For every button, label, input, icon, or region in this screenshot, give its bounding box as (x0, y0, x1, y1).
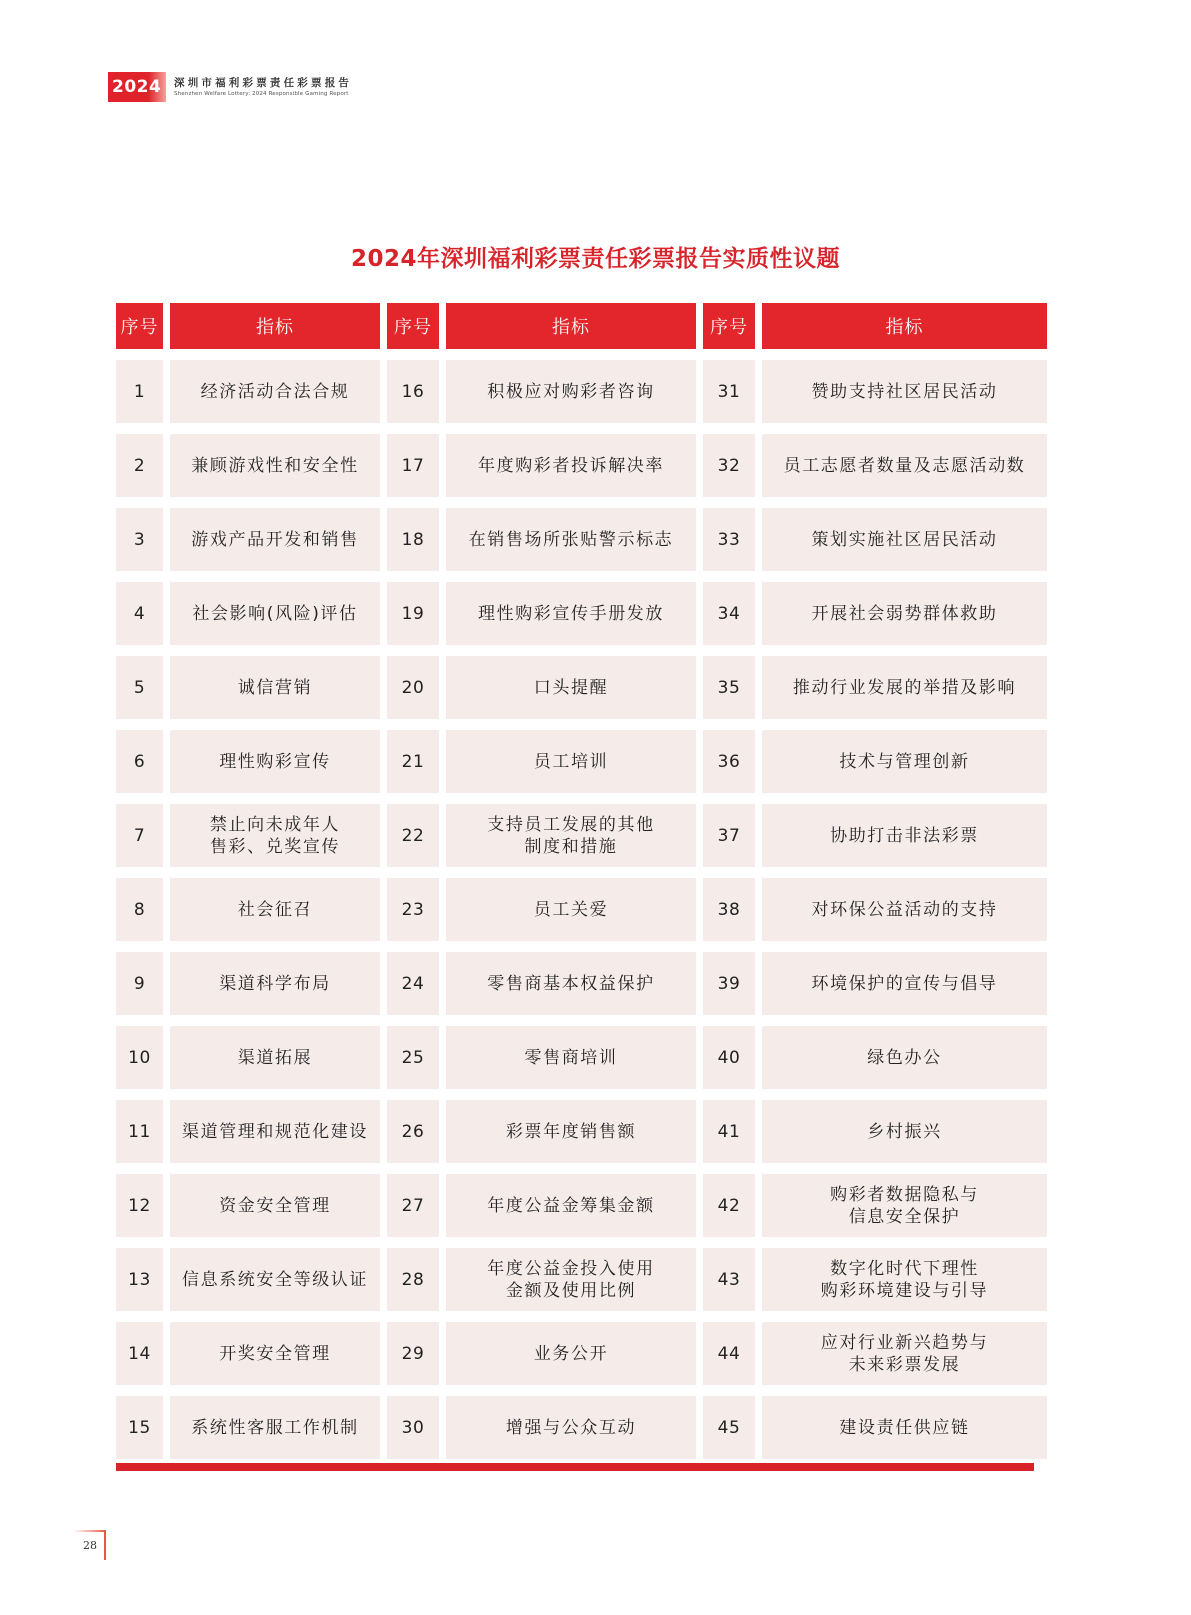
table-cell-number: 39 (703, 952, 755, 1015)
header-cell-no-3: 序号 (703, 303, 755, 349)
table-cell-indicator: 年度公益金投入使用 金额及使用比例 (446, 1248, 696, 1311)
table-cell-number: 20 (387, 656, 439, 719)
table-cell-number: 42 (703, 1174, 755, 1237)
table-row (116, 1026, 1034, 1089)
table-cell-number: 19 (387, 582, 439, 645)
table-cell-indicator: 信息系统安全等级认证 (170, 1248, 380, 1311)
table-cell-indicator: 支持员工发展的其他 制度和措施 (446, 804, 696, 867)
header-title-en: Shenzhen Welfare Lottery: 2024 Responsible Gaming Report (174, 90, 349, 97)
header-cell-indicator-1: 指标 (170, 303, 380, 349)
table-cell-indicator: 环境保护的宣传与倡导 (762, 952, 1047, 1015)
table-cell-indicator: 策划实施社区居民活动 (762, 508, 1047, 571)
table-cell-indicator: 乡村振兴 (762, 1100, 1047, 1163)
table-row (116, 1174, 1034, 1237)
table-cell-number: 21 (387, 730, 439, 793)
table-row (116, 1322, 1034, 1385)
table-cell-number: 1 (116, 360, 163, 423)
table-row (116, 582, 1034, 645)
header-title-zh: 深圳市福利彩票责任彩票报告 (174, 76, 353, 89)
table-cell-indicator: 业务公开 (446, 1322, 696, 1385)
table-bottom-bar (116, 1463, 1034, 1471)
table-cell-indicator: 积极应对购彩者咨询 (446, 360, 696, 423)
header-cell-indicator-2: 指标 (446, 303, 696, 349)
table-cell-number: 23 (387, 878, 439, 941)
table-cell-number: 40 (703, 1026, 755, 1089)
table-row (116, 952, 1034, 1015)
table-cell-number: 45 (703, 1396, 755, 1459)
table-cell-indicator: 口头提醒 (446, 656, 696, 719)
table-cell-indicator: 禁止向未成年人 售彩、兑奖宣传 (170, 804, 380, 867)
table-row (116, 1100, 1034, 1163)
table-cell-number: 44 (703, 1322, 755, 1385)
table-cell-number: 15 (116, 1396, 163, 1459)
table-cell-number: 34 (703, 582, 755, 645)
table-cell-indicator: 理性购彩宣传 (170, 730, 380, 793)
table-cell-number: 37 (703, 804, 755, 867)
table-cell-indicator: 开展社会弱势群体救助 (762, 582, 1047, 645)
table-cell-number: 11 (116, 1100, 163, 1163)
table-cell-number: 8 (116, 878, 163, 941)
table-cell-indicator: 增强与公众互动 (446, 1396, 696, 1459)
table-cell-number: 18 (387, 508, 439, 571)
table-cell-number: 27 (387, 1174, 439, 1237)
table-cell-indicator: 对环保公益活动的支持 (762, 878, 1047, 941)
table-cell-number: 41 (703, 1100, 755, 1163)
table-cell-number: 13 (116, 1248, 163, 1311)
table-body (116, 360, 1034, 1459)
table-cell-number: 31 (703, 360, 755, 423)
table-row (116, 1396, 1034, 1459)
table-cell-indicator: 渠道拓展 (170, 1026, 380, 1089)
table-row (116, 878, 1034, 941)
table-cell-indicator: 推动行业发展的举措及影响 (762, 656, 1047, 719)
table-cell-number: 6 (116, 730, 163, 793)
table-cell-number: 43 (703, 1248, 755, 1311)
table-cell-indicator: 诚信营销 (170, 656, 380, 719)
table-cell-indicator: 应对行业新兴趋势与 未来彩票发展 (762, 1322, 1047, 1385)
table-row (116, 804, 1034, 867)
table-cell-number: 25 (387, 1026, 439, 1089)
table-cell-indicator: 年度购彩者投诉解决率 (446, 434, 696, 497)
table-header-row (116, 303, 1034, 349)
table-cell-indicator: 员工志愿者数量及志愿活动数 (762, 434, 1047, 497)
table-cell-indicator: 彩票年度销售额 (446, 1100, 696, 1163)
table-row (116, 730, 1034, 793)
table-cell-indicator: 员工培训 (446, 730, 696, 793)
table-cell-indicator: 零售商培训 (446, 1026, 696, 1089)
table-cell-indicator: 员工关爱 (446, 878, 696, 941)
table-cell-number: 5 (116, 656, 163, 719)
table-row (116, 1248, 1034, 1311)
table-cell-number: 35 (703, 656, 755, 719)
table-cell-number: 30 (387, 1396, 439, 1459)
table-cell-number: 7 (116, 804, 163, 867)
table-cell-indicator: 绿色办公 (762, 1026, 1047, 1089)
table-cell-indicator: 社会征召 (170, 878, 380, 941)
table-cell-number: 16 (387, 360, 439, 423)
table-cell-indicator: 数字化时代下理性 购彩环境建设与引导 (762, 1248, 1047, 1311)
table-cell-number: 14 (116, 1322, 163, 1385)
table-cell-number: 4 (116, 582, 163, 645)
header-text (174, 77, 352, 98)
table-cell-number: 32 (703, 434, 755, 497)
table-cell-indicator: 赞助支持社区居民活动 (762, 360, 1047, 423)
table-cell-indicator: 购彩者数据隐私与 信息安全保护 (762, 1174, 1047, 1237)
page-title: 2024年深圳福利彩票责任彩票报告实质性议题 (350, 246, 840, 272)
table-row (116, 508, 1034, 571)
header-year-badge: 2024 (108, 72, 166, 102)
table-cell-indicator: 开奖安全管理 (170, 1322, 380, 1385)
header-cell-no-1: 序号 (116, 303, 163, 349)
table-cell-number: 24 (387, 952, 439, 1015)
table-cell-number: 17 (387, 434, 439, 497)
table-cell-indicator: 游戏产品开发和销售 (170, 508, 380, 571)
table-cell-number: 3 (116, 508, 163, 571)
report-header (108, 72, 352, 102)
table-cell-indicator: 社会影响(风险)评估 (170, 582, 380, 645)
table-cell-indicator: 渠道管理和规范化建设 (170, 1100, 380, 1163)
table-cell-indicator: 经济活动合法合规 (170, 360, 380, 423)
table-cell-number: 2 (116, 434, 163, 497)
table-cell-number: 36 (703, 730, 755, 793)
table-row (116, 656, 1034, 719)
table-cell-indicator: 在销售场所张贴警示标志 (446, 508, 696, 571)
table-cell-number: 10 (116, 1026, 163, 1089)
table-cell-indicator: 建设责任供应链 (762, 1396, 1047, 1459)
table-cell-number: 9 (116, 952, 163, 1015)
table-cell-number: 22 (387, 804, 439, 867)
header-cell-indicator-3: 指标 (762, 303, 1047, 349)
table-cell-number: 26 (387, 1100, 439, 1163)
page-number-line-right (104, 1530, 106, 1560)
table-cell-number: 29 (387, 1322, 439, 1385)
table-cell-indicator: 协助打击非法彩票 (762, 804, 1047, 867)
table-row (116, 360, 1034, 423)
page-number-marker (73, 1530, 106, 1560)
table-cell-number: 38 (703, 878, 755, 941)
table-row (116, 434, 1034, 497)
table-cell-number: 28 (387, 1248, 439, 1311)
table-cell-number: 33 (703, 508, 755, 571)
table-cell-indicator: 兼顾游戏性和安全性 (170, 434, 380, 497)
table-cell-indicator: 资金安全管理 (170, 1174, 380, 1237)
page-number: 28 (83, 1539, 97, 1552)
table-cell-indicator: 零售商基本权益保护 (446, 952, 696, 1015)
table-cell-indicator: 渠道科学布局 (170, 952, 380, 1015)
material-issues-table (116, 303, 1034, 1471)
table-cell-indicator: 技术与管理创新 (762, 730, 1047, 793)
page-number-line-top (73, 1530, 106, 1532)
table-cell-number: 12 (116, 1174, 163, 1237)
table-cell-indicator: 年度公益金筹集金额 (446, 1174, 696, 1237)
header-cell-no-2: 序号 (387, 303, 439, 349)
table-cell-indicator: 系统性客服工作机制 (170, 1396, 380, 1459)
table-cell-indicator: 理性购彩宣传手册发放 (446, 582, 696, 645)
